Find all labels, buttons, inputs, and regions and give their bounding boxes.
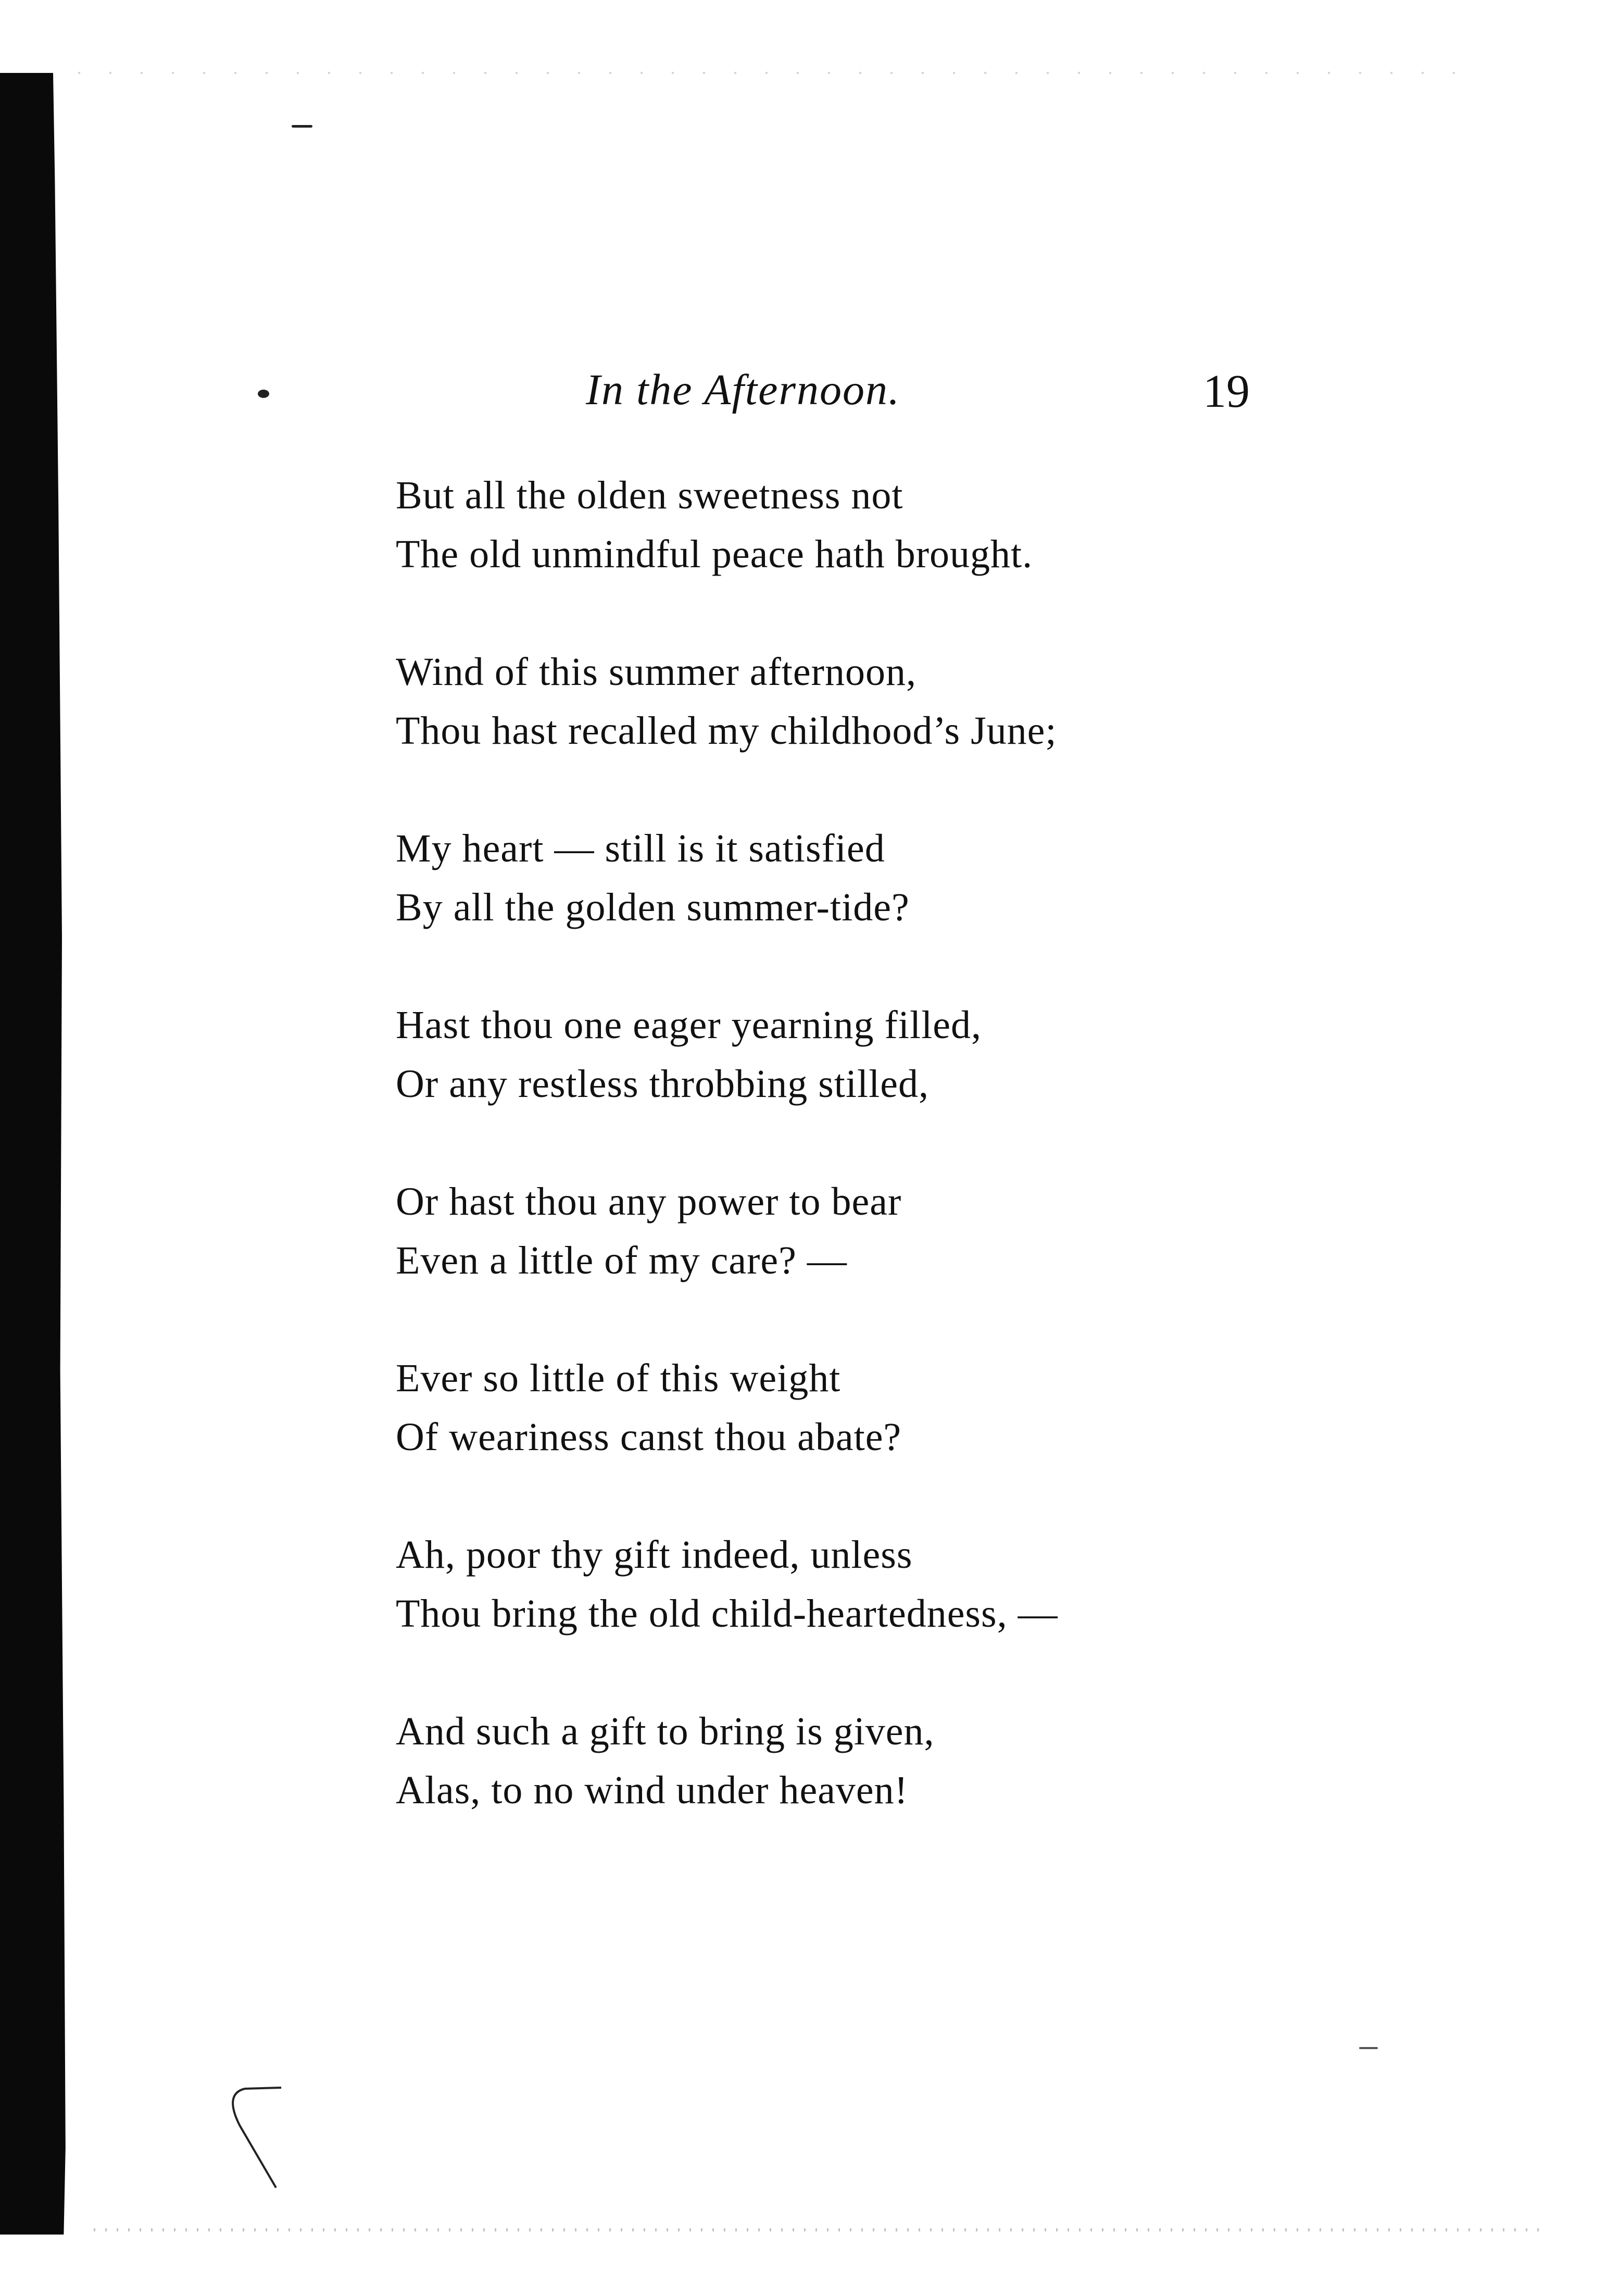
poem-line: Even a little of my care? — (396, 1239, 847, 1282)
poem-body (396, 466, 1229, 1879)
poem-line: Of weariness canst thou abate? (396, 1415, 902, 1459)
stanza (396, 819, 1229, 937)
poem-line: Ever so little of this weight (396, 1356, 841, 1400)
stanza (396, 1526, 1229, 1643)
poem-line: Or any restless throbbing stilled, (396, 1062, 929, 1106)
running-header (250, 365, 1291, 432)
stanza (396, 643, 1229, 760)
pencil-mark (198, 2068, 354, 2224)
poem-line: Hast thou one eager yearning filled, (396, 1003, 982, 1047)
poem-line: Alas, to no wind under heaven! (396, 1768, 908, 1812)
binding-shadow (0, 73, 89, 2235)
ink-smudge (1359, 2047, 1378, 2049)
stanza (396, 1172, 1229, 1290)
poem-line: But all the olden sweetness not (396, 473, 903, 517)
stanza (396, 1349, 1229, 1467)
page-edge-top (78, 72, 1484, 74)
poem-line: Or hast thou any power to bear (396, 1180, 902, 1224)
poem-line: Thou hast recalled my childhood’s June; (396, 709, 1057, 753)
stanza (396, 996, 1229, 1114)
stanza (396, 466, 1229, 584)
poem-line: By all the golden summer-tide? (396, 885, 910, 929)
page-number: 19 (1203, 366, 1250, 417)
ink-smudge (292, 125, 312, 128)
poem-line: Thou bring the old child-heartedness, — (396, 1592, 1058, 1636)
running-title: In the Afternoon. (586, 366, 901, 414)
stanza (396, 1702, 1229, 1820)
poem-line: Ah, poor thy gift indeed, unless (396, 1533, 913, 1577)
poem-line: The old unmindful peace hath brought. (396, 532, 1033, 576)
page-edge-bottom (94, 2228, 1541, 2231)
poem-line: And such a gift to bring is given, (396, 1709, 935, 1753)
poem-line: My heart — still is it satisfied (396, 827, 885, 870)
poem-line: Wind of this summer afternoon, (396, 650, 917, 694)
